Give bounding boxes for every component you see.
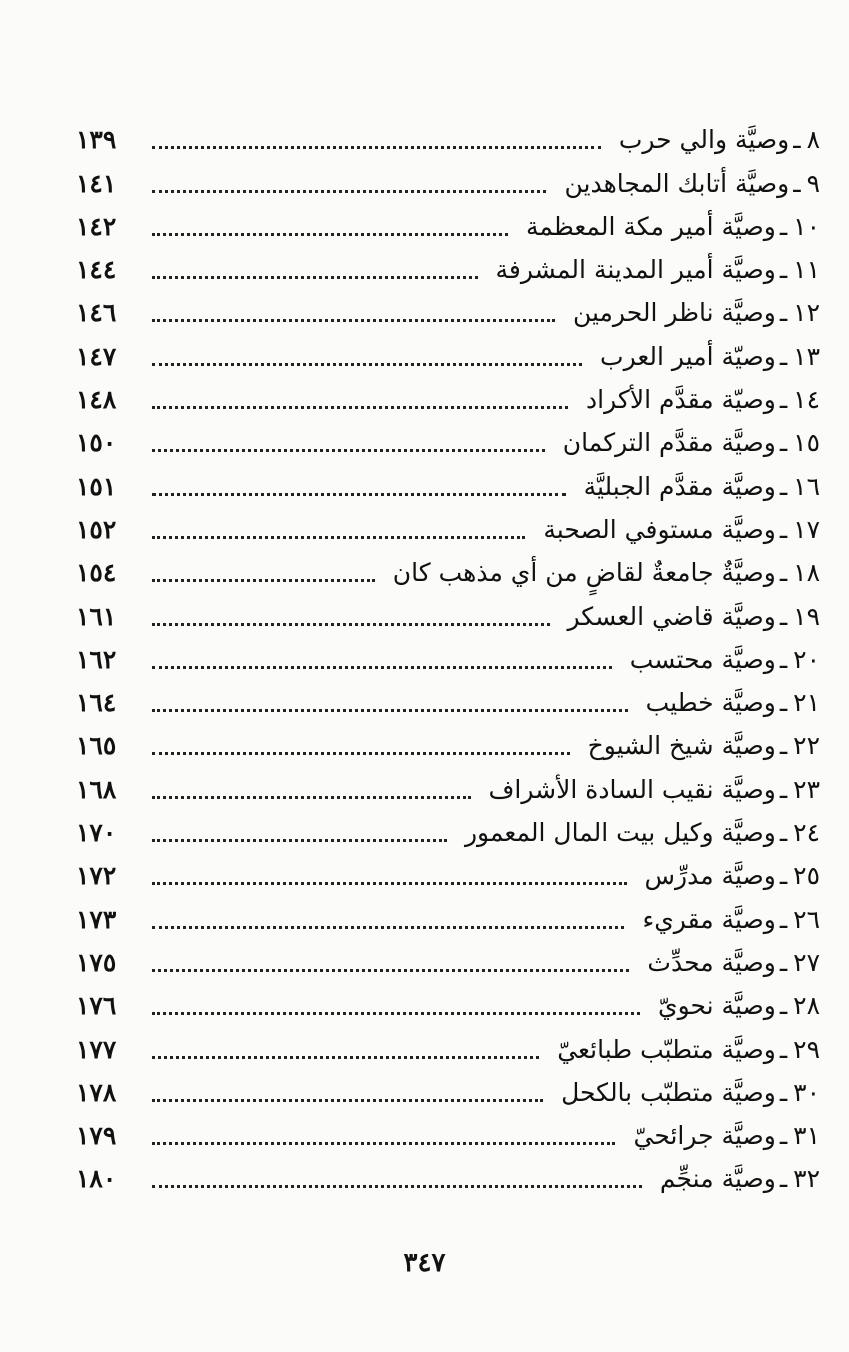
entry-number: ٢٨ <box>793 991 820 1021</box>
entry-page-number: ١٤٧ <box>76 341 117 371</box>
dot-leader <box>152 579 375 582</box>
entry-title: وصيَّة نقيب السادة الأشراف <box>488 774 776 804</box>
entry-number: ١٠ <box>793 211 820 241</box>
toc-entry <box>76 633 820 676</box>
entry-separator: ـ <box>779 991 788 1021</box>
entry-number: ٢٩ <box>793 1034 820 1064</box>
entry-number: ٢٠ <box>793 644 820 674</box>
dot-leader <box>152 1185 642 1188</box>
entry-page-number: ١٦٢ <box>76 644 117 674</box>
entry-title: وصيَّة مقدَّم التركمان <box>562 428 776 458</box>
entry-title: وصيَّة نحويّ <box>658 991 776 1021</box>
entry-separator: ـ <box>779 341 788 371</box>
entry-page-number: ١٧٨ <box>76 1077 117 1107</box>
entry-number: ١٤ <box>793 385 820 415</box>
dot-leader <box>152 969 629 972</box>
entry-page-number: ١٧٢ <box>76 861 117 891</box>
dot-leader <box>152 1142 615 1145</box>
entry-title: وصيَّة أمير مكة المعظمة <box>526 211 776 241</box>
entry-separator: ـ <box>779 1077 788 1107</box>
entry-separator: ـ <box>779 947 788 977</box>
entry-separator: ـ <box>779 514 788 544</box>
entry-title: وصيَّة مقريء <box>642 904 776 934</box>
dot-leader <box>152 276 478 279</box>
dot-leader <box>152 406 568 409</box>
toc-entry <box>76 243 820 286</box>
entry-page-number: ١٤١ <box>76 168 117 198</box>
entry-separator: ـ <box>779 774 788 804</box>
dot-leader <box>152 449 545 452</box>
toc-entry <box>76 589 820 632</box>
entry-page-number: ١٦٤ <box>76 688 117 718</box>
toc-entry <box>76 979 820 1022</box>
entry-title: وصيَّة مدرِّس <box>644 861 776 891</box>
entry-number: ١٦ <box>793 471 820 501</box>
entry-title: وصيَّة خطيب <box>645 688 776 718</box>
entry-page-number: ١٤٤ <box>76 255 117 285</box>
entry-number: ٣١ <box>793 1121 820 1151</box>
entry-title: وصيّة أمير العرب <box>600 341 776 371</box>
page-number: ٣٤٧ <box>403 1248 446 1278</box>
dot-leader <box>152 882 627 885</box>
dot-leader <box>152 1012 640 1015</box>
entry-page-number: ١٧٠ <box>76 818 117 848</box>
entry-page-number: ١٧٥ <box>76 947 117 977</box>
entry-title: وصيَّة محدِّث <box>647 947 776 977</box>
entry-separator: ـ <box>779 385 788 415</box>
toc-entry <box>76 156 820 199</box>
entry-page-number: ١٥٢ <box>76 514 117 544</box>
toc-entry <box>76 1109 820 1152</box>
entry-number: ٢٣ <box>793 774 820 804</box>
entry-page-number: ١٦١ <box>76 601 117 631</box>
entry-number: ٢٢ <box>793 731 820 761</box>
dot-leader <box>152 796 471 799</box>
entry-separator: ـ <box>779 644 788 674</box>
entry-title: وصيَّة مقدَّم الجبليَّة <box>583 471 776 501</box>
entry-separator: ـ <box>779 298 788 328</box>
toc-entry <box>76 806 820 849</box>
entry-separator: ـ <box>793 168 801 198</box>
entry-separator: ـ <box>779 861 788 891</box>
entry-separator: ـ <box>779 471 788 501</box>
entry-separator: ـ <box>779 211 788 241</box>
toc-entry <box>76 719 820 762</box>
entry-title: وصيَّة أتابك المجاهدين <box>564 168 790 198</box>
entry-page-number: ١٤٢ <box>76 211 117 241</box>
entry-separator: ـ <box>779 558 788 588</box>
entry-separator: ـ <box>779 1034 788 1064</box>
dot-leader <box>152 190 546 193</box>
dot-leader <box>152 536 525 539</box>
entry-title: وصيَّة متطبّب بالكحل <box>561 1077 776 1107</box>
dot-leader <box>152 839 447 842</box>
entry-page-number: ١٧٦ <box>76 991 117 1021</box>
entry-number: ٣٢ <box>793 1164 820 1194</box>
toc-entry <box>76 200 820 243</box>
entry-page-number: ١٥١ <box>76 471 117 501</box>
dot-leader <box>152 363 582 366</box>
entry-number: ٢٤ <box>793 818 820 848</box>
entry-title: وصيَّة ناظر الحرمين <box>572 298 776 328</box>
toc-entry <box>76 1066 820 1109</box>
toc-entry <box>76 676 820 719</box>
entry-number: ١٢ <box>793 298 820 328</box>
entry-number: ٣٠ <box>793 1077 820 1107</box>
dot-leader <box>152 146 601 149</box>
entry-number: ١٩ <box>793 601 820 631</box>
dot-leader <box>152 1056 539 1059</box>
toc-entry <box>76 113 820 156</box>
entry-separator: ـ <box>779 818 788 848</box>
toc-entry <box>76 416 820 459</box>
entry-page-number: ١٥٤ <box>76 558 117 588</box>
entry-separator: ـ <box>779 601 788 631</box>
toc-entry <box>76 1022 820 1065</box>
entry-page-number: ١٨٠ <box>76 1164 117 1194</box>
entry-number: ١٧ <box>793 514 820 544</box>
entry-separator: ـ <box>793 125 801 155</box>
entry-title: وصيَّة أمير المدينة المشرفة <box>495 255 776 285</box>
toc-entry <box>76 459 820 502</box>
entry-number: ١٥ <box>793 428 820 458</box>
entry-title: وصيَّة منجِّم <box>659 1164 776 1194</box>
entry-number: ٩ <box>806 168 820 198</box>
entry-number: ٢٦ <box>793 904 820 934</box>
entry-page-number: ١٣٩ <box>76 125 117 155</box>
entry-number: ١١ <box>793 255 820 285</box>
entry-page-number: ١٧٩ <box>76 1121 117 1151</box>
entry-page-number: ١٧٧ <box>76 1034 117 1064</box>
entry-number: ٢١ <box>793 688 820 718</box>
entry-title: وصيَّة شيخ الشيوخ <box>587 731 776 761</box>
toc-entry <box>76 329 820 372</box>
toc-entry <box>76 849 820 892</box>
entry-separator: ـ <box>779 1164 788 1194</box>
dot-leader <box>152 493 566 496</box>
entry-number: ١٣ <box>793 341 820 371</box>
entry-title: وصيَّةٌ جامعةٌ لقاضٍ من أي مذهب كان <box>392 558 776 588</box>
dot-leader <box>152 233 508 236</box>
dot-leader <box>152 752 570 755</box>
toc-entry <box>76 373 820 416</box>
entry-title: وصيَّة قاضي العسكر <box>567 601 776 631</box>
entry-title: وصيَّة وكيل بيت المال المعمور <box>464 818 776 848</box>
entry-separator: ـ <box>779 255 788 285</box>
entry-page-number: ١٤٦ <box>76 298 117 328</box>
entry-separator: ـ <box>779 688 788 718</box>
dot-leader <box>152 666 612 669</box>
toc-entry <box>76 892 820 935</box>
dot-leader <box>152 709 628 712</box>
toc-entry <box>76 936 820 979</box>
dot-leader <box>152 1099 543 1102</box>
entry-title: وصيَّة والي حرب <box>618 125 790 155</box>
dot-leader <box>152 926 624 929</box>
entry-number: ٨ <box>806 125 820 155</box>
toc-entry <box>76 1152 820 1195</box>
toc-entry <box>76 546 820 589</box>
toc-entry <box>76 503 820 546</box>
entry-page-number: ١٦٥ <box>76 731 117 761</box>
entry-page-number: ١٦٨ <box>76 774 117 804</box>
entry-separator: ـ <box>779 1121 788 1151</box>
entry-title: وصيَّة محتسب <box>629 644 776 674</box>
toc-entry <box>76 762 820 805</box>
entry-separator: ـ <box>779 904 788 934</box>
entry-title: وصيَّة مستوفي الصحبة <box>543 514 776 544</box>
entry-title: وصيَّة متطبّب طبائعيّ <box>557 1034 776 1064</box>
entry-number: ١٨ <box>793 558 820 588</box>
entry-title: وصيّة مقدَّم الأكراد <box>586 385 776 415</box>
entry-page-number: ١٥٠ <box>76 428 117 458</box>
entry-separator: ـ <box>779 731 788 761</box>
entry-page-number: ١٧٣ <box>76 904 117 934</box>
table-of-contents <box>76 113 820 1195</box>
dot-leader <box>152 319 555 322</box>
entry-separator: ـ <box>779 428 788 458</box>
entry-number: ٢٥ <box>793 861 820 891</box>
entry-title: وصيَّة جرائحيّ <box>633 1121 776 1151</box>
entry-number: ٢٧ <box>793 947 820 977</box>
dot-leader <box>152 623 550 626</box>
toc-entry <box>76 286 820 329</box>
entry-page-number: ١٤٨ <box>76 385 117 415</box>
